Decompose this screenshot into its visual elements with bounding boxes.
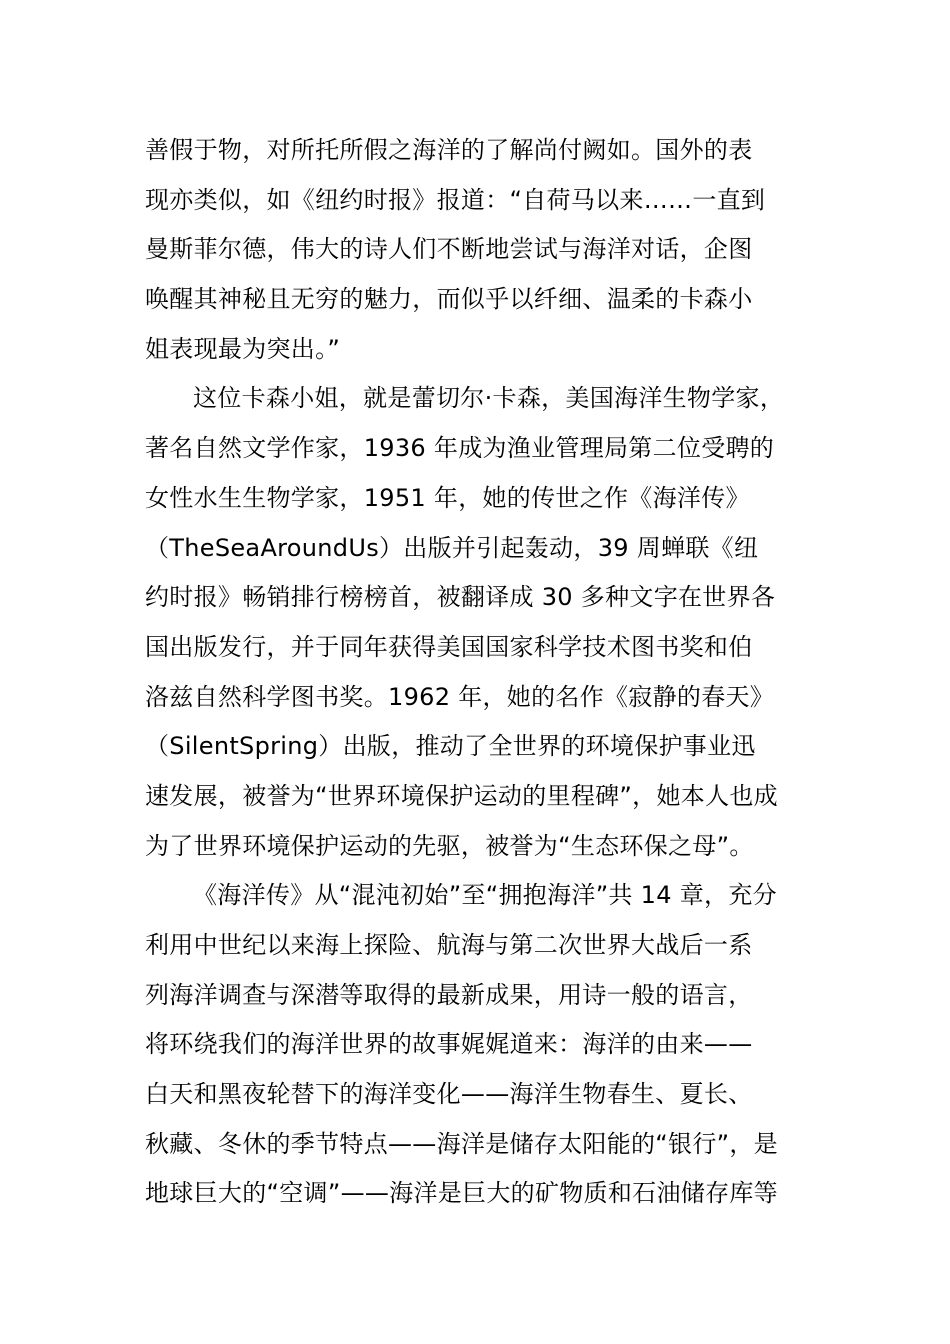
text-line: 约时报》畅销排行榜榜首，被翻译成 30 多种文字在世界各	[145, 583, 776, 612]
text-line: 白天和黑夜轮替下的海洋变化——海洋生物春生、夏长、	[145, 1080, 753, 1109]
text-line: 现亦类似，如《纽约时报》报道：“自荷马以来……一直到	[145, 185, 766, 214]
text-line: 洛兹自然科学图书奖。1962 年，她的名作《寂静的春天》	[145, 682, 775, 711]
body-text	[145, 126, 845, 1219]
text-line: （SilentSpring）出版，推动了全世界的环境保护事业迅	[145, 732, 756, 761]
text-line: 为了世界环境保护运动的先驱，被誉为“生态环保之母”。	[145, 831, 754, 860]
text-line: 曼斯菲尔德，伟大的诗人们不断地尝试与海洋对话，企图	[145, 235, 753, 264]
text-line: 女性水生生物学家，1951 年，她的传世之作《海洋传》	[145, 483, 750, 512]
text-line: 秋藏、冬休的季节特点——海洋是储存太阳能的“银行”，是	[145, 1129, 778, 1158]
text-line: 速发展，被誉为“世界环境保护运动的里程碑”，她本人也成	[145, 781, 778, 810]
text-line: 列海洋调查与深潜等取得的最新成果，用诗一般的语言，	[145, 980, 753, 1009]
text-line: 将环绕我们的海洋世界的故事娓娓道来：海洋的由来——	[145, 1030, 753, 1059]
text-line: （TheSeaAroundUs）出版并引起轰动，39 周蝉联《纽	[145, 533, 759, 562]
text-line: 国出版发行，并于同年获得美国国家科学技术图书奖和伯	[145, 632, 753, 661]
text-line: 姐表现最为突出。”	[145, 334, 341, 363]
paragraph-start-line: 这位卡森小姐，就是蕾切尔·卡森，美国海洋生物学家，	[193, 384, 785, 413]
text-line: 地球巨大的“空调”——海洋是巨大的矿物质和石油储存库等	[145, 1179, 778, 1208]
text-line: 著名自然文学作家，1936 年成为渔业管理局第二位受聘的	[145, 434, 775, 463]
paragraph-start-line: 《海洋传》从“混沌初始”至“拥抱海洋”共 14 章，充分	[193, 881, 777, 910]
text-line: 唤醒其神秘且无穷的魅力，而似乎以纤细、温柔的卡森小	[145, 285, 753, 314]
text-line: 利用中世纪以来海上探险、航海与第二次世界大战后一系	[145, 931, 753, 959]
text-line: 善假于物，对所托所假之海洋的了解尚付阙如。国外的表	[145, 136, 753, 164]
